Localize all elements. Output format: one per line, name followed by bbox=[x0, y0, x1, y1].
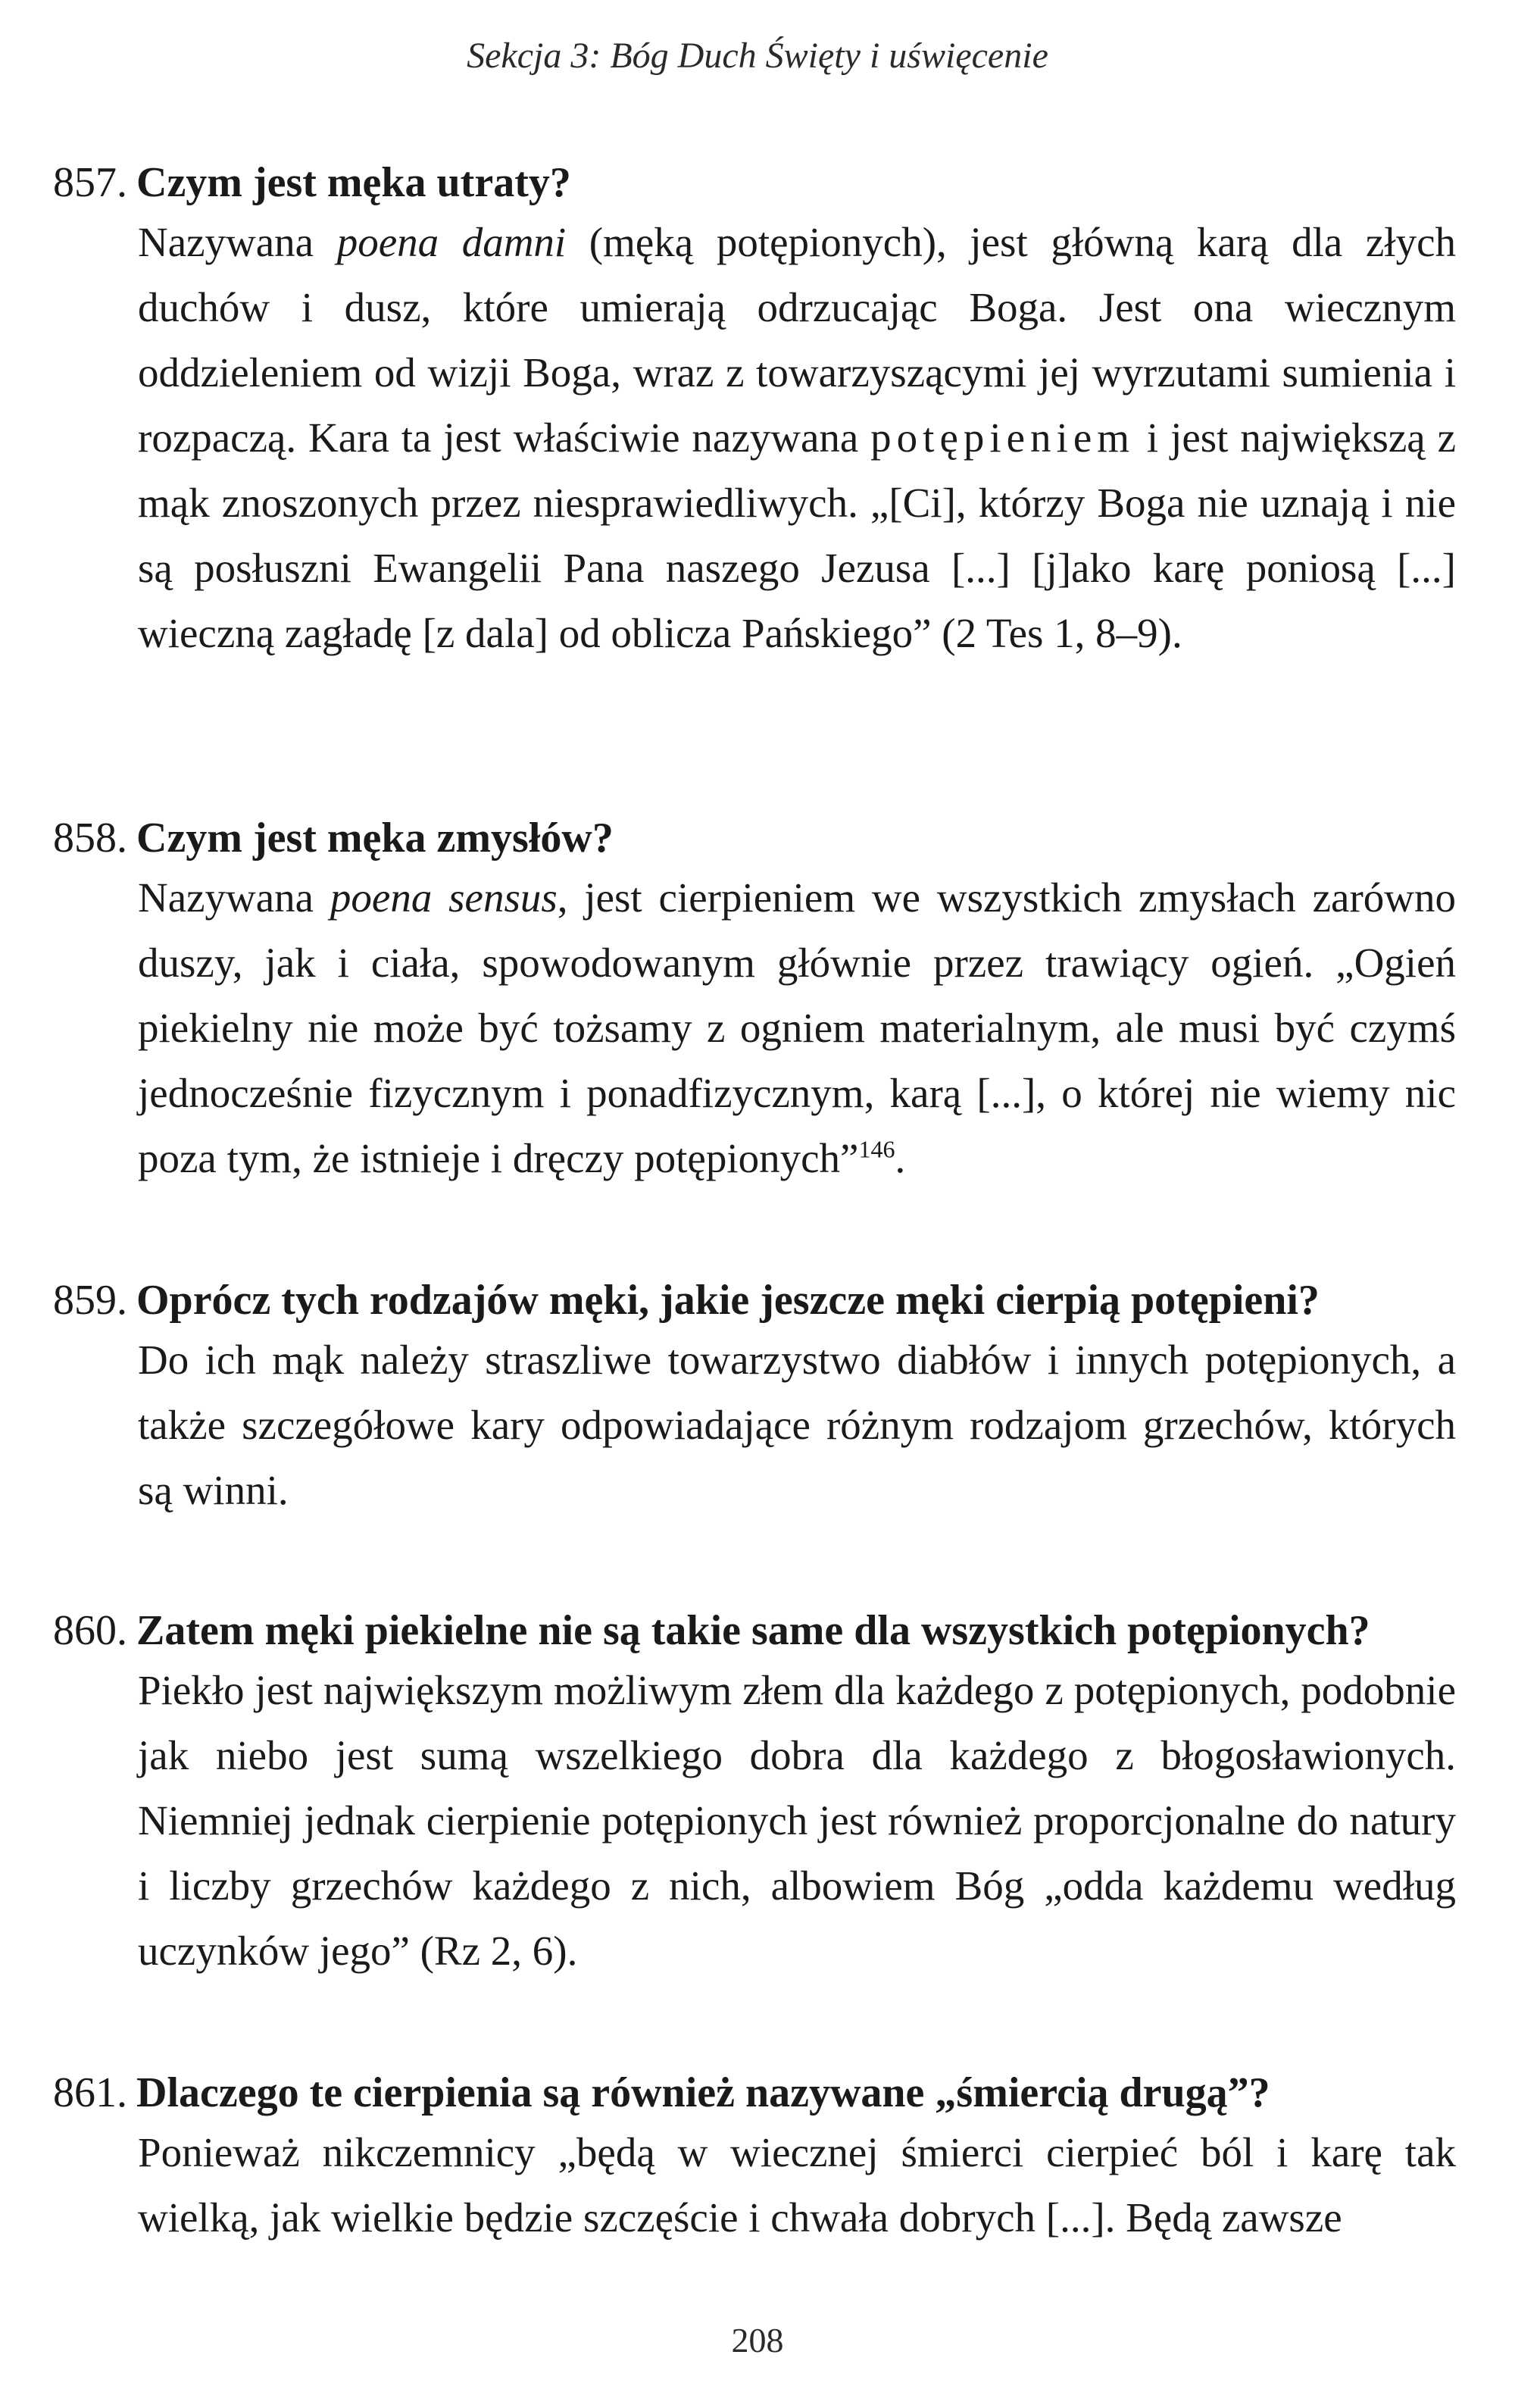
answer-text bbox=[138, 865, 1456, 1191]
question-heading bbox=[53, 2066, 1462, 2120]
emphasized-term: potępieniem bbox=[870, 414, 1135, 461]
answer-segment: i jest największą z mąk znoszonych przez niesprawiedliwych. „[Ci], którzy Boga nie uznają i nie są posłuszni Ewangelii Pana naszego Jezusa [...] [j]ako karę poniosą [...] wieczną zagładę [z dala] od oblicza Pańskiego” (2 Tes 1, 8–9). bbox=[138, 414, 1456, 656]
question-number: 858. bbox=[53, 815, 127, 862]
question-857 bbox=[53, 155, 1462, 666]
question-text: Dlaczego te cierpienia są również nazywane „śmiercią drugą”? bbox=[136, 2069, 1270, 2116]
question-860 bbox=[53, 1603, 1462, 1984]
question-text: Zatem męki piekielne nie są takie same dla wszystkich potępionych? bbox=[136, 1607, 1370, 1654]
latin-term: poena sensus bbox=[330, 874, 558, 921]
question-heading bbox=[53, 811, 1462, 865]
question-text: Czym jest męka utraty? bbox=[136, 159, 571, 206]
answer-segment: Nazywana bbox=[138, 874, 330, 921]
question-number: 857. bbox=[53, 159, 127, 206]
page-number: 208 bbox=[731, 2321, 784, 2360]
question-text: Oprócz tych rodzajów męki, jakie jeszcze męki cierpią potępieni? bbox=[136, 1277, 1320, 1324]
answer-segment: . bbox=[895, 1135, 906, 1181]
question-heading bbox=[53, 1603, 1462, 1658]
question-text: Czym jest męka zmysłów? bbox=[136, 815, 614, 862]
answer-text: Do ich mąk należy straszliwe towarzystwo diabłów i innych potępionych, a także szczegółowe kary odpowiadające różnym rodzajom grzechów, których są winni. bbox=[138, 1337, 1456, 1513]
question-number: 861. bbox=[53, 2069, 127, 2116]
footnote-reference: 146 bbox=[858, 1135, 895, 1163]
answer-segment: (męką potępionych), jest główną karą dla złych duchów i dusz, które umierają odrzucając Boga. Jest ona wiecznym oddzieleniem od wizji Boga, wraz z towarzyszącymi jej wyrzutami sumienia i rozpaczą. Kara ta jest właściwie nazywana bbox=[138, 219, 1456, 461]
question-858 bbox=[53, 811, 1462, 1191]
answer-text bbox=[138, 210, 1456, 666]
answer-text: Piekło jest największym możliwym złem dla każdego z potępionych, podobnie jak niebo jest sumą wszelkiego dobra dla każdego z błogosławionych. Niemniej jednak cierpienie potępionych jest również proporcjonalne do natury i liczby grzechów każdego z nich, albowiem Bóg „odda każdemu według uczynków jego” (Rz 2, 6). bbox=[138, 1667, 1456, 1974]
latin-term: poena damni bbox=[336, 219, 567, 265]
running-head: Sekcja 3: Bóg Duch Święty i uświęcenie bbox=[467, 36, 1048, 76]
question-heading bbox=[53, 1273, 1462, 1328]
answer-text: Ponieważ nikczemnicy „będą w wiecznej śmierci cierpieć ból i karę tak wielką, jak wielkie będzie szczęście i chwała dobrych [...]. Będą zawsze bbox=[138, 2129, 1456, 2241]
question-heading bbox=[53, 155, 1462, 210]
question-number: 859. bbox=[53, 1277, 127, 1324]
question-number: 860. bbox=[53, 1607, 127, 1654]
question-861 bbox=[53, 2066, 1462, 2250]
answer-segment: Nazywana bbox=[138, 219, 337, 265]
question-859 bbox=[53, 1273, 1462, 1523]
answer-segment: , jest cierpieniem we wszystkich zmysłach zarówno duszy, jak i ciała, spowodowanym głównie przez trawiący ogień. „Ogień piekielny nie może być tożsamy z ogniem materialnym, ale musi być czymś jednocześnie fizycznym i ponadfizycznym, karą [...], o której nie wiemy nic poza tym, że istnieje i dręczy potępionych” bbox=[138, 874, 1456, 1181]
